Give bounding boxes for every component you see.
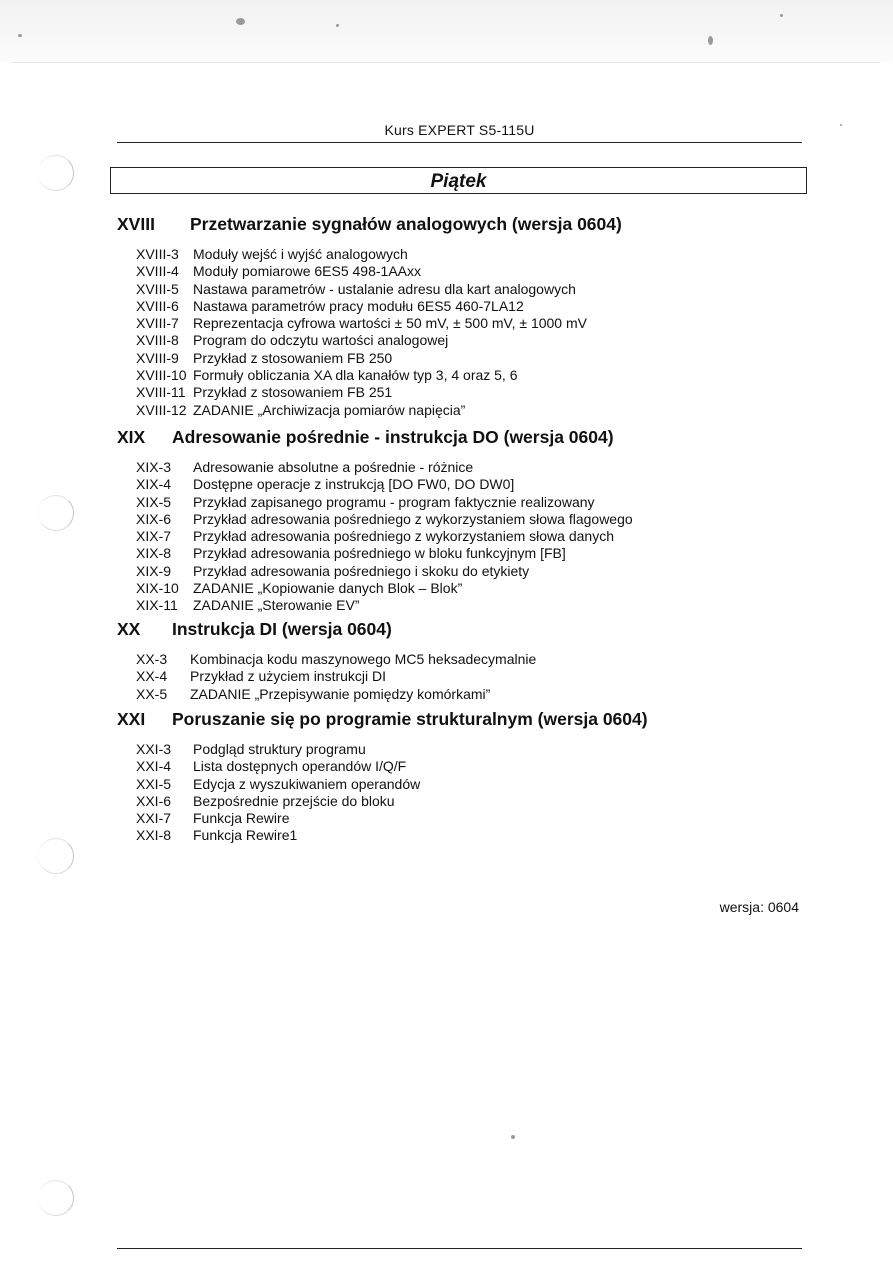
scan-edge (10, 62, 880, 63)
item-text: Moduły wejść i wyjść analogowych (193, 246, 408, 262)
scan-speck (840, 124, 842, 126)
course-header: Kurs EXPERT S5-115U (384, 122, 535, 138)
item-number: XXI-8 (136, 827, 172, 844)
list-item (117, 827, 817, 844)
item-number: XX-3 (136, 651, 168, 667)
item-number: XX-5 (136, 685, 168, 702)
header-rule (117, 142, 802, 143)
list-item (117, 281, 817, 298)
section-heading (117, 427, 817, 451)
list-item (117, 298, 817, 315)
scan-speck (708, 36, 713, 45)
list-item (117, 651, 817, 668)
scan-speck (18, 34, 22, 37)
item-text: Przykład z stosowaniem FB 250 (193, 349, 393, 366)
section-title: Przetwarzanie sygnałów analogowych (wersja 0604) (190, 214, 622, 234)
list-item (117, 367, 817, 384)
item-number: XIX-11 (136, 597, 178, 614)
item-number: XIX-8 (136, 545, 172, 562)
item-text: Nastawa parametrów - ustalanie adresu dla kart analogowych (193, 280, 576, 297)
item-text: ZADANIE „Sterowanie EV” (193, 597, 360, 614)
item-number: XXI-6 (136, 792, 172, 809)
item-text: Przykład adresowania pośredniego z wykorzystaniem słowa danych (193, 528, 614, 545)
item-text: ZADANIE „Archiwizacja pomiarów napięcia” (193, 401, 466, 418)
punch-hole (38, 1180, 74, 1216)
item-number: XXI-3 (136, 741, 172, 757)
list-item (117, 776, 817, 793)
item-number: XVIII-5 (136, 280, 179, 297)
item-text: Podgląd struktury programu (193, 741, 366, 757)
list-item (117, 793, 817, 810)
item-text: Przykład adresowania pośredniego w bloku funkcyjnym [FB] (193, 545, 566, 562)
punch-hole (38, 838, 74, 874)
section-title: Adresowanie pośrednie - instrukcja DO (wersja 0604) (172, 427, 614, 447)
section-number: XX (117, 619, 141, 639)
list-item (117, 528, 817, 545)
scan-border (0, 0, 893, 62)
item-number: XVIII-12 (136, 401, 187, 418)
section-xx (117, 619, 817, 703)
item-text: Edycja z wyszukiwaniem operandów (193, 775, 421, 792)
list-item (117, 246, 817, 263)
list-item (117, 580, 817, 597)
item-number: XIX-4 (136, 476, 172, 493)
item-text: Lista dostępnych operandów I/Q/F (193, 758, 407, 775)
item-text: Przykład zapisanego programu - program faktycznie realizowany (193, 493, 595, 510)
list-item (117, 668, 817, 685)
item-number: XIX-5 (136, 493, 172, 510)
item-text: Nastawa parametrów pracy modułu 6ES5 460-7LA12 (193, 297, 524, 314)
section-number: XXI (117, 709, 146, 729)
item-number: XVIII-10 (136, 367, 187, 384)
day-title: Piątek (430, 171, 487, 192)
item-text: Przykład z użyciem instrukcji DI (190, 668, 387, 685)
section-items (117, 459, 817, 615)
scan-speck (336, 24, 339, 27)
list-item (117, 263, 817, 280)
item-number: XVIII-8 (136, 332, 179, 349)
item-text: Dostępne operacje z instrukcją [DO FW0, DO DW0] (193, 476, 515, 493)
item-text: Bezpośrednie przejście do bloku (193, 792, 395, 809)
section-xviii (117, 214, 817, 419)
item-text: Reprezentacja cyfrowa wartości ± 50 mV, ± 500 mV, ± 1000 mV (193, 315, 587, 332)
item-number: XXI-7 (136, 810, 172, 827)
item-number: XVIII-11 (136, 384, 186, 401)
item-text: Przykład z stosowaniem FB 251 (193, 384, 393, 401)
list-item (117, 476, 817, 493)
section-heading (117, 709, 817, 733)
item-number: XIX-7 (136, 528, 172, 545)
list-item (117, 741, 817, 758)
section-title: Poruszanie się po programie strukturalnym (wersja 0604) (172, 709, 648, 729)
section-heading (117, 619, 817, 643)
list-item (117, 563, 817, 580)
item-text: ZADANIE „Kopiowanie danych Blok – Blok” (193, 580, 463, 597)
item-text: ZADANIE „Przepisywanie pomiędzy komórkami” (190, 685, 491, 702)
footer-rule (117, 1248, 802, 1249)
list-item (117, 315, 817, 332)
list-item (117, 810, 817, 827)
list-item (117, 686, 817, 703)
section-items (117, 246, 817, 419)
item-number: XIX-10 (136, 580, 179, 597)
list-item (117, 384, 817, 401)
scan-speck (780, 14, 783, 17)
list-item (117, 350, 817, 367)
version-label: wersja: 0604 (719, 899, 799, 915)
section-number: XVIII (117, 214, 155, 234)
item-number: XVIII-6 (136, 297, 179, 314)
item-number: XXI-4 (136, 758, 172, 775)
scan-speck (236, 18, 245, 25)
punch-hole (38, 495, 74, 531)
item-text: Adresowanie absolutne a pośrednie - różnice (193, 459, 474, 475)
item-text: Funkcja Rewire (193, 810, 290, 827)
item-number: XVIII-4 (136, 263, 179, 280)
item-number: XX-4 (136, 668, 168, 685)
section-xix (117, 427, 817, 615)
item-number: XVIII-7 (136, 315, 179, 332)
day-box (110, 167, 807, 194)
item-number: XIX-3 (136, 459, 172, 475)
section-items (117, 741, 817, 845)
item-number: XVIII-3 (136, 246, 179, 262)
list-item (117, 332, 817, 349)
item-text: Moduły pomiarowe 6ES5 498-1AAxx (193, 263, 422, 280)
item-text: Przykład adresowania pośredniego z wykorzystaniem słowa flagowego (193, 510, 633, 527)
list-item (117, 459, 817, 476)
list-item (117, 494, 817, 511)
item-text: Kombinacja kodu maszynowego MC5 heksadecymalnie (190, 651, 537, 667)
list-item (117, 758, 817, 775)
item-text: Program do odczytu wartości analogowej (193, 332, 449, 349)
section-heading (117, 214, 817, 238)
section-xxi (117, 709, 817, 845)
section-items (117, 651, 817, 703)
list-item (117, 511, 817, 528)
item-number: XIX-6 (136, 510, 172, 527)
section-title: Instrukcja DI (wersja 0604) (172, 619, 392, 639)
section-number: XIX (117, 427, 146, 447)
item-text: Funkcja Rewire1 (193, 827, 298, 844)
list-item (117, 597, 817, 614)
punch-hole (38, 155, 74, 191)
item-text: Formuły obliczania XA dla kanałów typ 3, 4 oraz 5, 6 (193, 367, 518, 384)
item-number: XVIII-9 (136, 349, 179, 366)
item-text: Przykład adresowania pośredniego i skoku do etykiety (193, 562, 530, 579)
list-item (117, 545, 817, 562)
scan-speck (511, 1135, 515, 1139)
item-number: XIX-9 (136, 562, 172, 579)
list-item (117, 402, 817, 419)
item-number: XXI-5 (136, 775, 172, 792)
